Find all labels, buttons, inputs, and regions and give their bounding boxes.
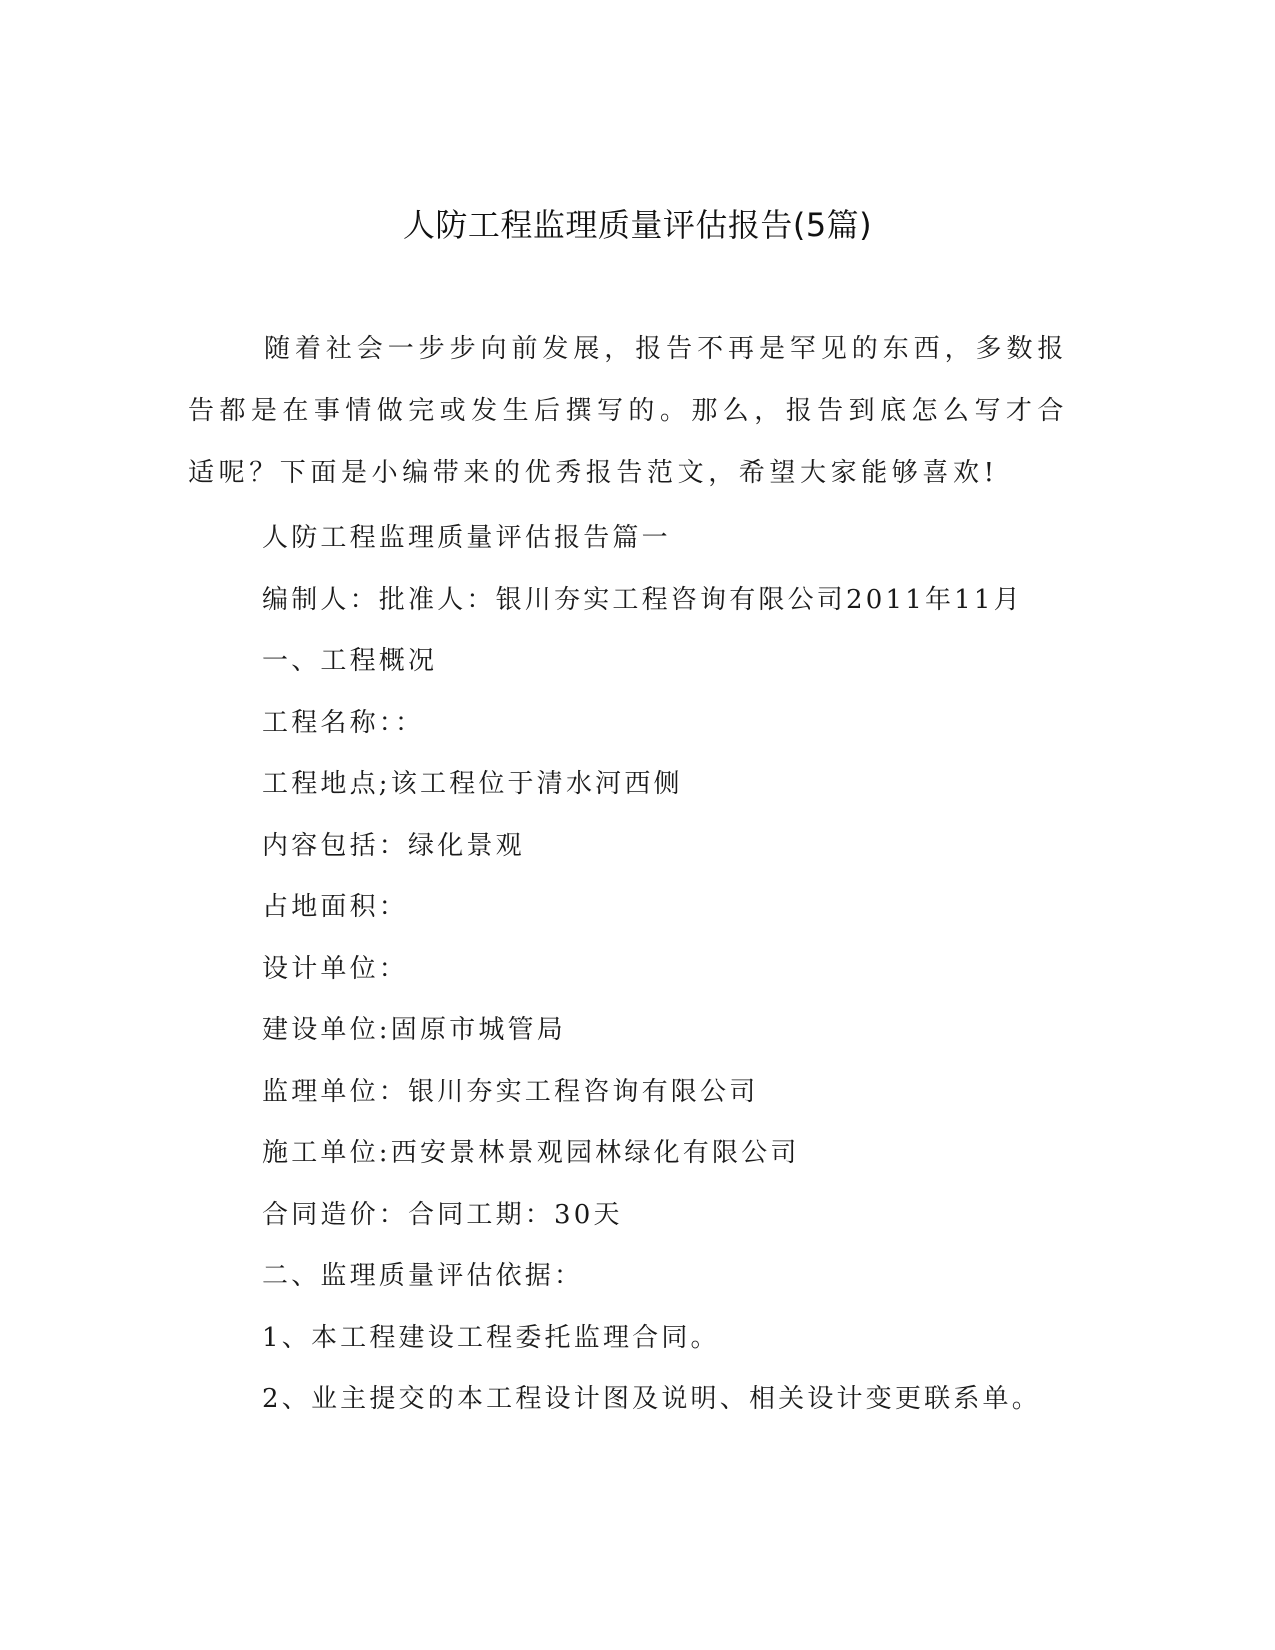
text-line: 2、业主提交的本工程设计图及说明、相关设计变更联系单。	[262, 1384, 1041, 1414]
text-line: 合同造价：合同工期：30天	[262, 1199, 623, 1230]
intro-paragraph: 随着社会一步步向前发展，报告不再是罕见的东西，多数报告都是在事情做完或发生后撰写的。那么，报告到底怎么写才合适呢？下面是小编带来的优秀报告范文，希望大家能够喜欢!	[188, 334, 1068, 488]
section-heading: 一、工程概况	[262, 646, 438, 676]
content-lines	[262, 508, 1041, 1431]
section-heading: 人防工程监理质量评估报告篇一	[262, 523, 671, 553]
text-line: 施工单位:西安景林景观园林绿化有限公司	[262, 1138, 800, 1168]
text-line: 工程名称：：	[262, 707, 425, 738]
text-line: 内容包括：绿化景观	[262, 830, 525, 861]
document-title: 人防工程监理质量评估报告(5篇)	[402, 206, 873, 244]
text-line: 工程地点;该工程位于清水河西侧	[262, 769, 683, 799]
text-line: 建设单位:固原市城管局	[262, 1015, 566, 1045]
text-line: 1、本工程建设工程委托监理合同。	[262, 1322, 720, 1353]
text-line: 占地面积：	[262, 892, 409, 922]
section-heading: 二、监理质量评估依据：	[262, 1261, 584, 1291]
text-line: 编制人：批准人：银川夯实工程咨询有限公司2011年11月	[262, 584, 1023, 615]
text-line: 设计单位：	[262, 953, 409, 984]
text-line: 监理单位：银川夯实工程咨询有限公司	[262, 1076, 759, 1107]
